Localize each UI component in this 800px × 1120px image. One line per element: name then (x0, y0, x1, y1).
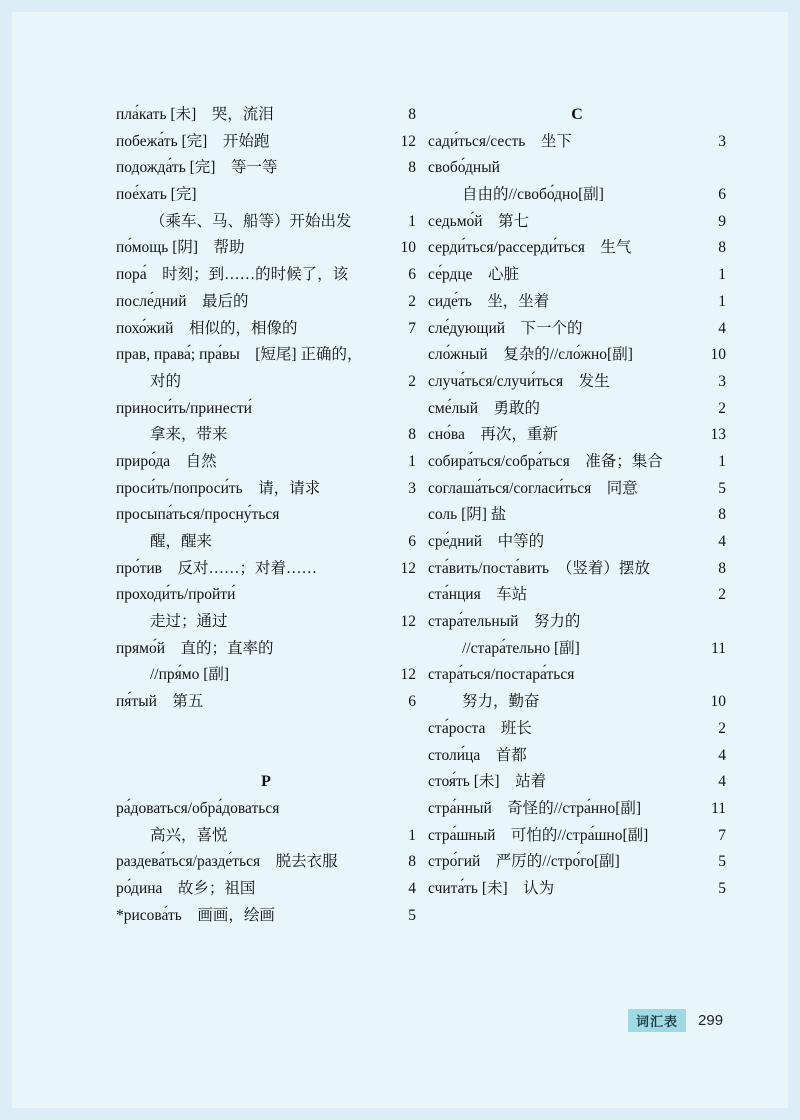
vocab-lesson-number: 10 (400, 239, 416, 257)
vocab-entry (428, 556, 726, 583)
vocab-entry-text: по́мощь [阴] 帮助 (116, 239, 245, 257)
vocab-entry (428, 876, 726, 903)
vocab-entry (116, 529, 416, 556)
vocab-entry-text: прямо́й 直的；直率的 (116, 639, 274, 657)
vocab-entry (116, 396, 416, 423)
vocab-entry-text: седьмо́й 第七 (428, 212, 530, 230)
vocab-entry-text: ста́нция 车站 (428, 586, 528, 604)
vocab-lesson-number: 6 (408, 693, 416, 711)
vocab-entry (428, 823, 726, 850)
vocab-entry-text: 努力，勤奋 (462, 693, 540, 711)
vocab-lesson-number: 3 (718, 372, 726, 390)
vocab-entry (428, 396, 726, 423)
vocab-lesson-number: 12 (400, 559, 416, 577)
vocab-entry-text: 高兴，喜悦 (150, 826, 228, 844)
vocab-entry-text: сме́лый 勇敢的 (428, 399, 541, 417)
vocab-lesson-number: 12 (400, 613, 416, 631)
vocab-lesson-number: 5 (718, 479, 726, 497)
vocab-entry (428, 342, 726, 369)
vocab-lesson-number: 7 (408, 319, 416, 337)
vocab-entry (116, 449, 416, 476)
vocab-entry (428, 476, 726, 503)
vocab-entry-text: стара́ться/постара́ться (428, 666, 575, 684)
vocab-entry-text: столи́ца 首都 (428, 746, 527, 764)
vocab-entry (116, 849, 416, 876)
vocab-entry (116, 636, 416, 663)
vocab-lesson-number: 4 (718, 746, 726, 764)
vocab-entry-text: *рисова́ть 画画，绘画 (116, 906, 275, 924)
vocab-lesson-number: 1 (408, 212, 416, 230)
vocab-entry-text: пла́кать [未] 哭，流泪 (116, 106, 274, 123)
vocab-entry (116, 823, 416, 850)
vocab-entry (116, 129, 416, 156)
vocab-entry-text: приро́да 自然 (116, 452, 217, 470)
vocab-entry-text: （乘车、马、船等）开始出发 (150, 212, 352, 230)
vocab-lesson-number: 2 (408, 292, 416, 310)
vocab-lesson-number: 7 (718, 826, 726, 844)
vocab-lesson-number: 5 (718, 879, 726, 897)
vocab-entry (116, 476, 416, 503)
vocab-entry-text: сади́ться/сесть 坐下 (428, 132, 572, 150)
vocab-lesson-number: 4 (718, 533, 726, 550)
vocab-lesson-number: 11 (711, 639, 726, 657)
vocab-lesson-number: 12 (400, 132, 416, 150)
vocab-lesson-number: 3 (718, 132, 726, 150)
vocab-lesson-number: 1 (408, 826, 416, 844)
vocab-lesson-number: 13 (710, 426, 726, 444)
vocab-entry (428, 422, 726, 449)
vocab-entry (428, 289, 726, 316)
vocab-lesson-number: 1 (718, 266, 726, 284)
right-column (428, 102, 726, 903)
vocab-lesson-number: 6 (718, 186, 726, 204)
vocab-entry (116, 209, 416, 236)
vocab-entry-text: после́дний 最后的 (116, 292, 249, 310)
vocab-entry (116, 876, 416, 903)
vocab-entry (116, 342, 416, 369)
vocab-entry-text: соглаша́ться/согласи́ться 同意 (428, 479, 638, 497)
vocab-entry (428, 502, 726, 529)
vocab-entry (428, 369, 726, 396)
vocab-entry (116, 582, 416, 609)
vocab-entry (116, 262, 416, 289)
vocab-entry-text: стара́тельный 努力的 (428, 613, 581, 631)
vocab-entry (428, 529, 726, 556)
vocab-entry (116, 155, 416, 182)
vocab-entry (116, 289, 416, 316)
vocab-entry-text: 醒，醒来 (150, 533, 213, 550)
vocab-entry (428, 636, 726, 663)
vocab-lesson-number: 1 (718, 292, 726, 310)
vocab-lesson-number: 8 (718, 559, 726, 577)
vocab-entry-text: серди́ться/рассерди́ться 生气 (428, 239, 632, 257)
vocab-entry (428, 796, 726, 823)
left-column (116, 102, 416, 929)
vocab-entry-text: 走过；通过 (150, 613, 228, 631)
vocab-lesson-number: 6 (408, 533, 416, 550)
vocab-entry-text: приноси́ть/принести́ (116, 399, 252, 417)
vocab-entry (428, 716, 726, 743)
vocab-lesson-number: 4 (718, 773, 726, 791)
vocab-entry-text: свобо́дный (428, 159, 500, 177)
vocab-entry-text: стоя́ть [未] 站着 (428, 773, 547, 791)
vocab-entry (428, 262, 726, 289)
vocab-entry-text: пора́ 时刻；到……的时候了，该 (116, 266, 349, 284)
vocab-entry-text: се́рдце 心脏 (428, 266, 520, 284)
vocab-entry (428, 129, 726, 156)
vocab-entry-text: сло́жный 复杂的//сло́жно[副] (428, 346, 633, 364)
vocab-entry-text: раздева́ться/разде́ться 脱去衣服 (116, 853, 338, 871)
vocab-lesson-number: 6 (408, 266, 416, 284)
vocab-entry-text: ста́роста 班长 (428, 719, 532, 737)
vocab-entry-text: проси́ть/попроси́ть 请，请求 (116, 479, 321, 497)
vocab-entry (116, 662, 416, 689)
vocab-entry-text: сиде́ть 坐，坐着 (428, 292, 550, 310)
vocab-entry-text: ра́доваться/обра́доваться (116, 799, 280, 817)
vocab-lesson-number: 10 (710, 693, 726, 711)
vocab-entry-text: собира́ться/собра́ться 准备；集合 (428, 452, 663, 470)
vocab-lesson-number: 4 (718, 319, 726, 337)
vocab-entry (116, 609, 416, 636)
vocab-entry (428, 609, 726, 636)
vocab-entry-text: про́тив 反对……；对着…… (116, 559, 317, 577)
vocab-lesson-number: 11 (711, 799, 726, 817)
vocab-entry (116, 422, 416, 449)
vocab-entry-text: подожда́ть [完] 等一等 (116, 159, 278, 177)
vocab-entry (116, 235, 416, 262)
vocab-lesson-number: 8 (718, 506, 726, 524)
vocab-entry (428, 769, 726, 796)
vocab-entry-text: сле́дующий 下一个的 (428, 319, 583, 337)
vocab-entry (116, 182, 416, 209)
vocab-lesson-number: 10 (710, 346, 726, 364)
vocab-entry (428, 743, 726, 770)
vocab-lesson-number: 9 (718, 212, 726, 230)
vocab-lesson-number: 8 (408, 426, 416, 444)
vocab-lesson-number: 2 (408, 372, 416, 390)
vocab-entry-text: 拿来，带来 (150, 426, 228, 444)
vocab-entry-text: прав, права́; пра́вы [短尾] 正确的， (116, 346, 363, 364)
vocab-lesson-number: 1 (718, 452, 726, 470)
vocab-lesson-number: 2 (718, 586, 726, 604)
vocab-entry-text: сно́ва 再次，重新 (428, 426, 558, 444)
vocab-lesson-number: 8 (408, 853, 416, 871)
vocab-entry-text: //пря́мо [副] (150, 666, 230, 684)
vocab-entry-text: побежа́ть [完] 开始跑 (116, 132, 270, 150)
vocab-entry-text: похо́жий 相似的，相像的 (116, 319, 298, 337)
vocab-lesson-number: 1 (408, 452, 416, 470)
vocab-lesson-number: 5 (718, 853, 726, 871)
vocab-entry (116, 556, 416, 583)
vocab-entry (428, 849, 726, 876)
vocab-entry (116, 102, 416, 129)
vocab-lesson-number: 2 (718, 719, 726, 737)
section-tab: 词汇表 (628, 1009, 686, 1032)
vocab-lesson-number: 5 (408, 906, 416, 924)
section-letter-heading: Р (261, 773, 271, 791)
vocab-entry (116, 689, 416, 716)
vocab-lesson-number: 3 (408, 479, 416, 497)
vocab-lesson-number: 8 (408, 159, 416, 177)
vocab-entry-text: 自由的//свобо́дно[副] (462, 186, 604, 204)
page-footer (628, 1008, 723, 1032)
vocab-entry-text: соль [阴] 盐 (428, 506, 507, 524)
vocab-lesson-number: 4 (408, 879, 416, 897)
vocab-entry (428, 582, 726, 609)
vocab-entry (428, 662, 726, 689)
vocab-entry (428, 316, 726, 343)
vocab-entry (428, 182, 726, 209)
section-letter-heading: С (571, 106, 583, 123)
vocab-entry (116, 903, 416, 930)
vocab-entry (428, 689, 726, 716)
vocab-lesson-number: 8 (408, 106, 416, 123)
vocab-entry-text: сре́дний 中等的 (428, 533, 545, 550)
vocab-entry (428, 235, 726, 262)
vocab-entry-text: просыпа́ться/просну́ться (116, 506, 280, 524)
vocab-entry-text: пое́хать [完] (116, 186, 197, 204)
vocab-entry (116, 369, 416, 396)
vocab-lesson-number: 2 (718, 399, 726, 417)
vocab-lesson-number: 12 (400, 666, 416, 684)
vocab-entry-text: случа́ться/случи́ться 发生 (428, 372, 610, 390)
vocab-entry (116, 316, 416, 343)
vocab-entry-text: проходи́ть/пройти́ (116, 586, 236, 604)
page-number: 299 (698, 1011, 724, 1029)
vocab-entry-text: ста́вить/поста́вить （竖着）摆放 (428, 559, 650, 577)
vocab-entry (116, 796, 416, 823)
vocab-entry (116, 502, 416, 529)
vocab-entry-text: ро́дина 故乡；祖国 (116, 879, 256, 897)
vocab-entry-text: счита́ть [未] 认为 (428, 879, 555, 897)
vocab-entry (428, 155, 726, 182)
vocab-entry-text: стра́нный 奇怪的//стра́нно[副] (428, 799, 642, 817)
vocab-entry-text: //стара́тельно [副] (462, 639, 580, 657)
vocab-lesson-number: 8 (718, 239, 726, 257)
vocab-entry-text: стра́шный 可怕的//стра́шно[副] (428, 826, 649, 844)
vocab-entry (428, 209, 726, 236)
vocab-entry-text: 对的 (150, 372, 182, 390)
vocab-entry (428, 449, 726, 476)
vocab-entry-text: стро́гий 严厉的//стро́го[副] (428, 853, 620, 871)
vocab-entry-text: пя́тый 第五 (116, 693, 204, 711)
page (12, 12, 788, 1108)
section-gap (116, 716, 416, 769)
